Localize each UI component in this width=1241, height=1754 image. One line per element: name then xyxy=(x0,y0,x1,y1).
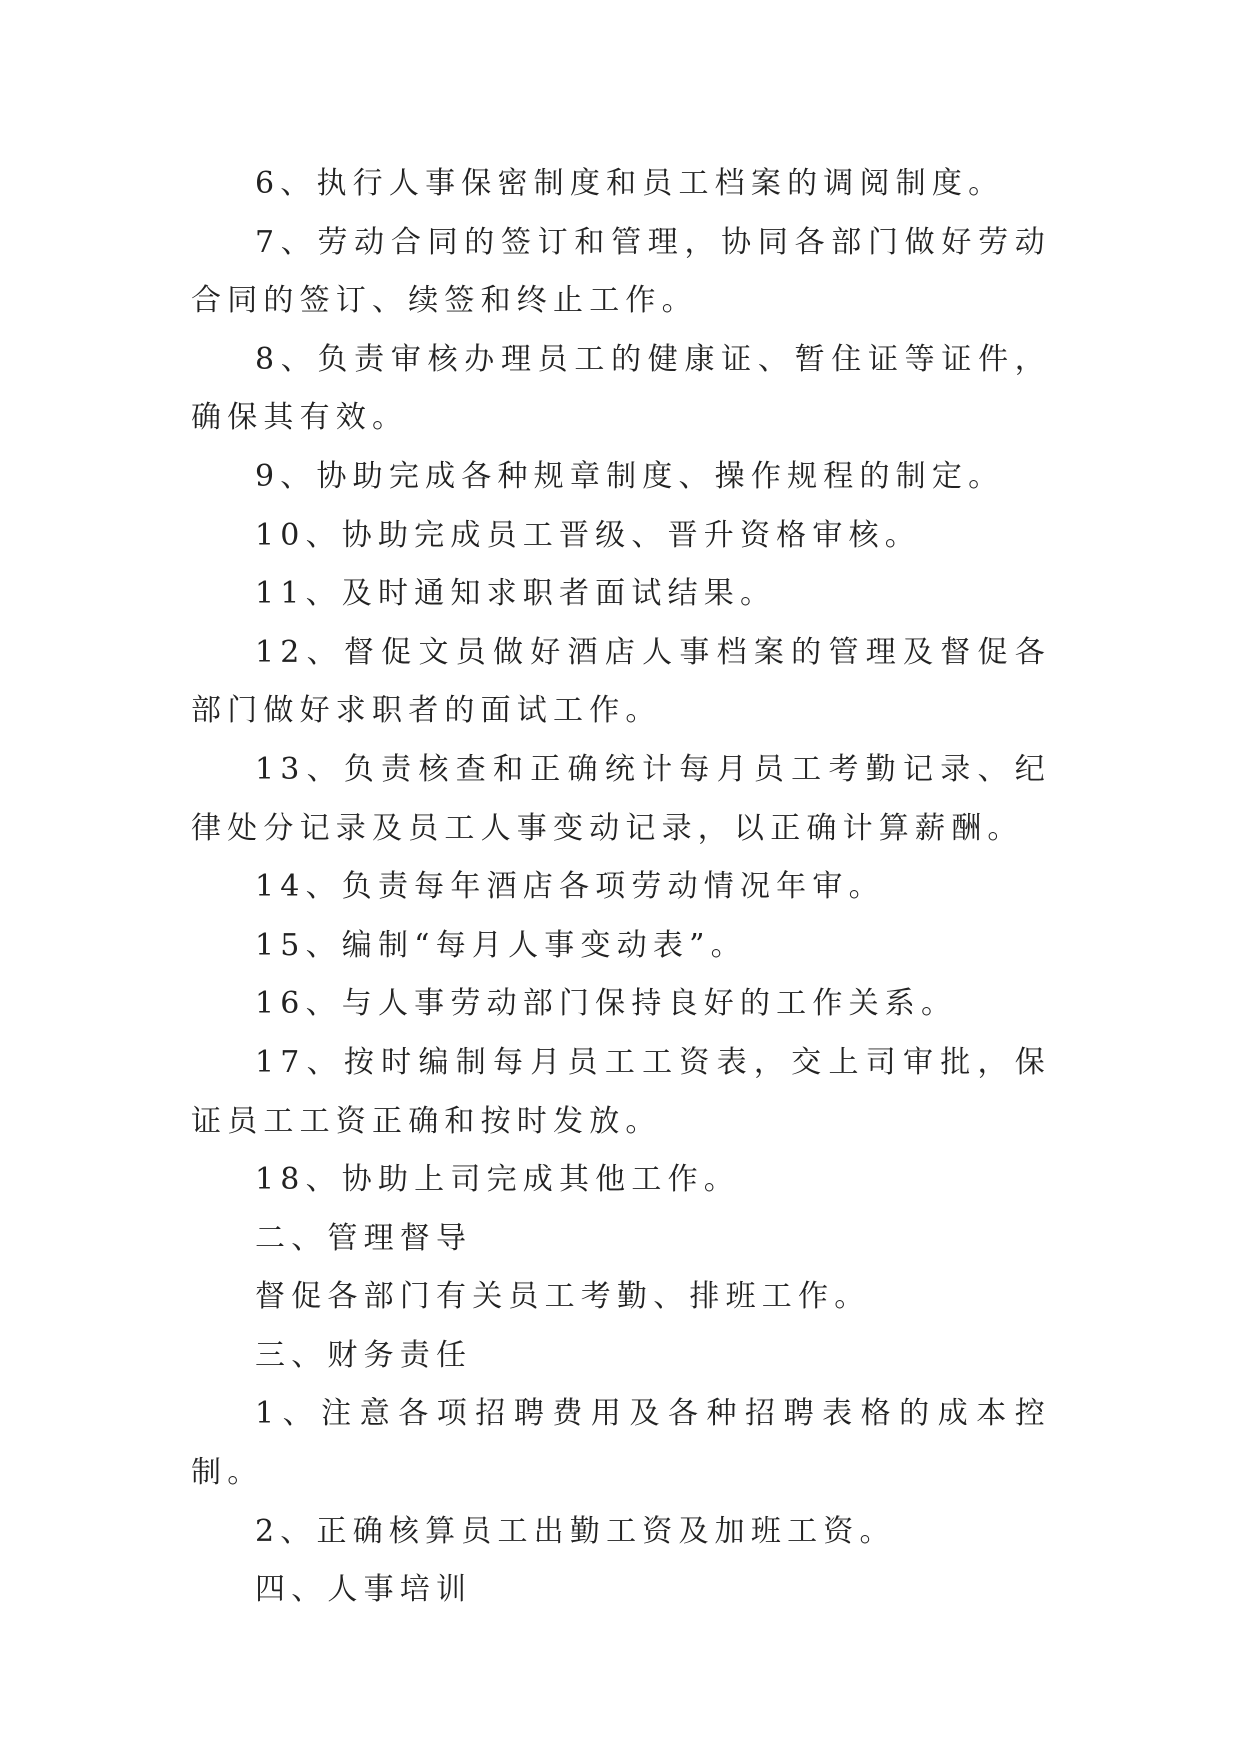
paragraph: 10、协助完成员工晋级、晋升资格审核。 xyxy=(255,517,921,553)
paragraph: 14、负责每年酒店各项劳动情况年审。 xyxy=(255,869,885,905)
section-heading: 二、管理督导 xyxy=(255,1220,473,1256)
paragraph: 督促各部门有关员工考勤、排班工作。 xyxy=(255,1279,871,1315)
paragraph: 2、正确核算员工出勤工资及加班工资。 xyxy=(255,1513,896,1549)
document-body xyxy=(191,155,1051,1620)
paragraph: 15、编制“每月人事变动表”。 xyxy=(255,927,747,963)
section-heading: 四、人事培训 xyxy=(255,1572,473,1608)
section-heading: 三、财务责任 xyxy=(255,1337,473,1373)
paragraph: 17、按时编制每月员工工资表，交上司审批，保证员工工资正确和按时发放。 xyxy=(191,1044,1051,1139)
paragraph: 6、执行人事保密制度和员工档案的调阅制度。 xyxy=(255,166,1005,201)
paragraph: 16、与人事劳动部门保持良好的工作关系。 xyxy=(255,986,958,1022)
paragraph: 1、注意各项招聘费用及各种招聘表格的成本控制。 xyxy=(191,1396,1051,1491)
paragraph: 8、负责审核办理员工的健康证、暂住证等证件，确保其有效。 xyxy=(191,341,1051,436)
paragraph: 7、劳动合同的签订和管理，协同各部门做好劳动合同的签订、续签和终止工作。 xyxy=(191,224,1051,319)
paragraph: 12、督促文员做好酒店人事档案的管理及督促各部门做好求职者的面试工作。 xyxy=(191,634,1051,729)
paragraph: 13、负责核查和正确统计每月员工考勤记录、纪律处分记录及员工人事变动记录，以正确计算薪酬。 xyxy=(191,751,1051,846)
paragraph: 9、协助完成各种规章制度、操作规程的制定。 xyxy=(255,458,1005,494)
paragraph: 11、及时通知求职者面试结果。 xyxy=(255,576,777,612)
paragraph: 18、协助上司完成其他工作。 xyxy=(255,1162,740,1198)
